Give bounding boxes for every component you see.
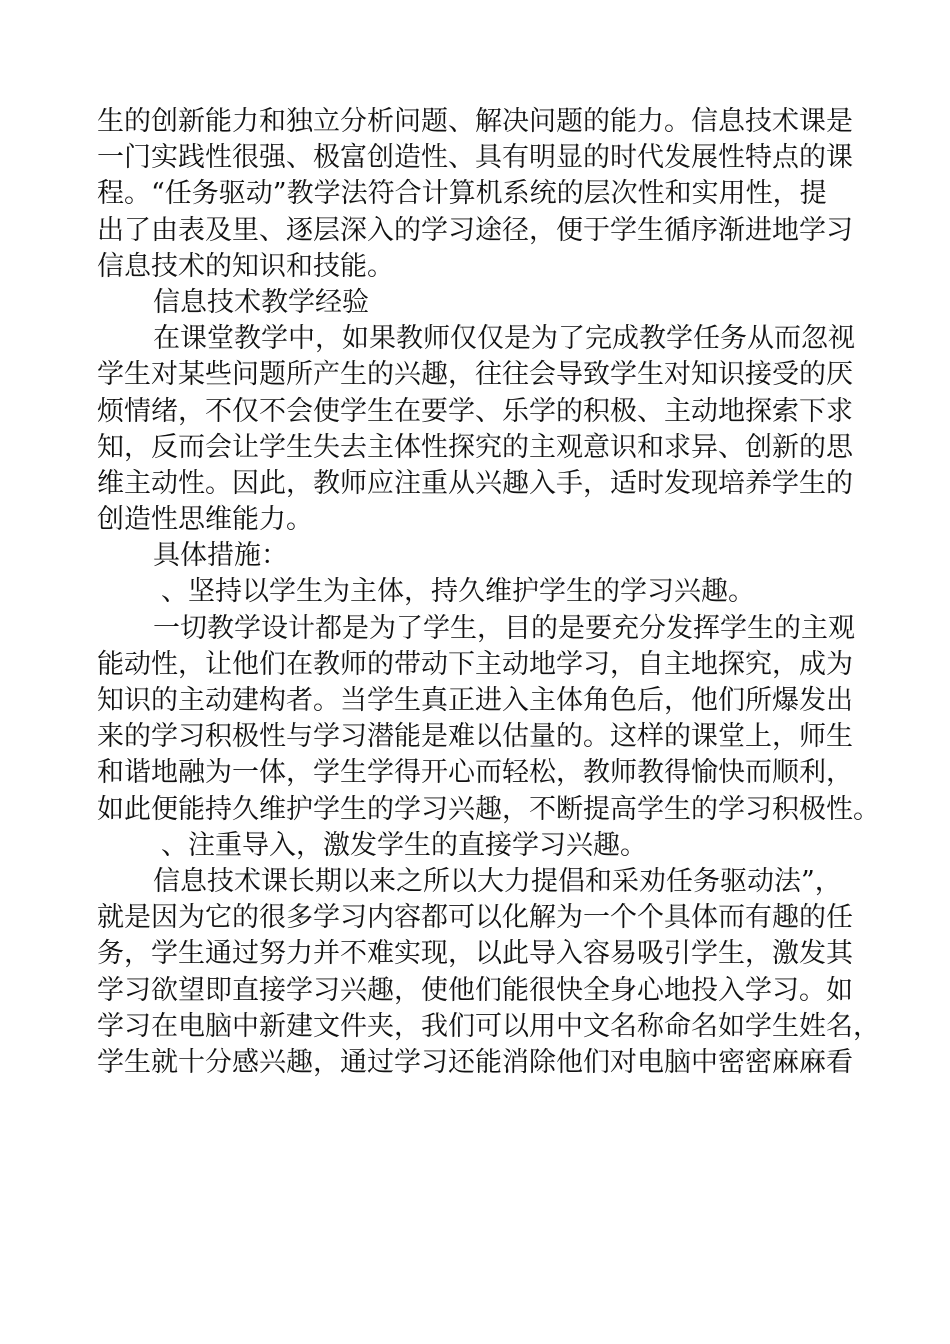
body-text — [97, 104, 880, 1081]
text-line: 和谐地融为一体，学生学得开心而轻松，教师教得愉快而顺利， — [97, 757, 853, 789]
text-line: 如此便能持久维护学生的学习兴趣，不断提高学生的学习积极性。 — [97, 793, 880, 825]
text-line: 信息技术的知识和技能。 — [97, 250, 394, 282]
text-line: 知识的主动建构者。当学生真正进入主体角色后，他们所爆发出 — [97, 685, 853, 716]
text-line: 能动性，让他们在教师的带动下主动地学习，自主地探究，成为 — [97, 648, 853, 680]
text-line: 来的学习积极性与学习潜能是难以估量的。这样的课堂上，师生 — [97, 721, 853, 753]
text-line: 务，学生通过努力并不难实现，以此导入容易吸引学生，激发其 — [97, 938, 853, 970]
text-line: 信息技术课长期以来之所以大力提倡和采劝任务驱动法”， — [153, 865, 842, 897]
text-line: 学生就十分感兴趣，通过学习还能消除他们对电脑中密密麻麻看 — [97, 1046, 853, 1078]
text-line: 一门实践性很强、极富创造性、具有明显的时代发展性特点的课 — [97, 142, 853, 174]
text-line: 烦情绪，不仅不会使学生在要学、乐学的积极、主动地探索下求 — [97, 395, 853, 427]
text-line: 出了由表及里、逐层深入的学习途径，便于学生循序渐进地学习 — [97, 214, 853, 246]
section-heading: 信息技术教学经验 — [153, 286, 369, 318]
text-line: 程。“任务驱动”教学法符合计算机系统的层次性和实用性，提 — [97, 178, 827, 210]
text-line: 维主动性。因此，教师应注重从兴趣入手，适时发现培养学生的 — [97, 467, 853, 499]
list-item-heading: 、注重导入，激发学生的直接学习兴趣。 — [161, 829, 647, 861]
text-line: 创造性思维能力。 — [97, 504, 313, 536]
text-line: 就是因为它的很多学习内容都可以化解为一个个具体而有趣的任 — [97, 902, 853, 934]
text-line: 生的创新能力和独立分析问题、解决问题的能力。信息技术课是 — [97, 106, 853, 137]
text-line: 学习欲望即直接学习兴趣，使他们能很快全身心地投入学习。如 — [97, 974, 853, 1006]
subheading: 具体措施： — [153, 540, 288, 572]
text-line: 在课堂教学中，如果教师仅仅是为了完成教学任务从而忽视 — [153, 323, 855, 355]
list-item-heading: 、坚持以学生为主体，持久维护学生的学习兴趣。 — [161, 576, 755, 608]
text-line: 学生对某些问题所产生的兴趣，往往会导致学生对知识接受的厌 — [97, 359, 853, 391]
text-line: 学习在电脑中新建文件夹，我们可以用中文名称命名如学生姓名， — [97, 1010, 880, 1042]
text-line: 知，反而会让学生失去主体性探究的主观意识和求异、创新的思 — [97, 431, 853, 463]
text-line: 一切教学设计都是为了学生，目的是要充分发挥学生的主观 — [153, 612, 855, 644]
